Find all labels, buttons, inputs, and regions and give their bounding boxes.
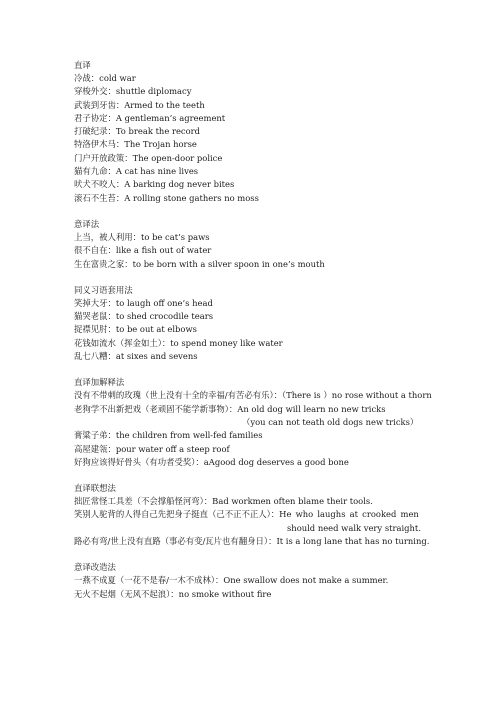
section-title: 直译 (74, 60, 91, 70)
section-title: 意译改造法 (74, 562, 116, 573)
entry-line: 捉襟见肘：to be out at elbows (74, 324, 197, 335)
entry-line: 好狗应该得好骨头（有功者受奖）：aAgood dog deserves a good bone (74, 456, 349, 467)
entry-line: 笑别人驼背的人得自己先把身子挺直（己不正不正人）：He who laughs at crooked men (74, 509, 419, 520)
entry-line: 生在富贵之家：to be born with a silver spoon in one’s mouth (74, 258, 325, 269)
entry-line: 冷战：cold war (74, 73, 136, 83)
entry-line: 一燕不成夏（一花不是春/一木不成林）：One swallow does not make a summer. (74, 575, 389, 586)
entry-line: 很不自在：like a fish out of water (74, 245, 212, 256)
entry-line: 穿梭外交：shuttle diplomacy (74, 86, 192, 97)
section-title: 同义习语套用法 (74, 284, 133, 295)
section-literal-association (74, 481, 434, 548)
entry-line: 高屋建瓴：pour water off a steep roof (74, 443, 230, 454)
section-literal-plus-explanation (74, 375, 434, 469)
section-free-adaptation (74, 560, 434, 601)
entry-continuation: should need walk very straight. (287, 522, 421, 533)
entry-line: 拙匠常怪工具差（不会撑船怪河弯）：Bad workmen often blame their tools. (74, 496, 373, 507)
entry-line: 特洛伊木马：The Trojan horse (74, 139, 197, 150)
section-title: 意译法 (74, 218, 100, 229)
entry-line: 没有不带刺的玫瑰（世上没有十全的幸福/有苦必有乐）：（There is ）no rose without a thorn (74, 390, 432, 401)
section-free-translation (74, 217, 434, 271)
entry-line: 上当，被人利用：to be cat’s paws (74, 231, 210, 242)
entry-line: 乱七八糟：at sixes and sevens (74, 351, 198, 362)
entry-line: 膏粱子弟：the children from well-fed families (74, 430, 263, 441)
entry-line: 无火不起烟（无风不起浪）：no smoke without fire (74, 588, 272, 599)
entry-line: 滚石不生苔：A rolling stone gathers no moss (74, 192, 259, 203)
entry-line: 打破纪录：To break the record (74, 126, 200, 137)
section-synonym-idioms (74, 283, 434, 363)
entry-line: 路必有弯/世上没有直路（事必有变/瓦片也有翻身日）：It is a long lane that has no turning. (74, 536, 430, 547)
section-title: 直译加解释法 (74, 377, 125, 388)
entry-line: 君子协定：A gentleman’s agreement (74, 112, 226, 123)
entry-line: 猫有九命：A cat has nine lives (74, 166, 199, 177)
entry-line: 吠犬不咬人：A barking dog never bites (74, 179, 235, 190)
entry-continuation: （you can not teath old dogs new tricks） (242, 416, 419, 427)
document-page (74, 58, 434, 613)
entry-line: 武装到牙齿：Armed to the teeth (74, 99, 205, 110)
entry-line: 老狗学不出新把戏（老顽固不能学新事物）：An old dog will learn no new tricks (74, 403, 386, 414)
section-title: 直译联想法 (74, 483, 116, 494)
entry-line: 笑掉大牙：to laugh off one’s head (74, 297, 213, 308)
section-literal-translation (74, 58, 434, 205)
entry-line: 花钱如流水（挥金如土）：to spend money like water (74, 337, 283, 348)
entry-line: 门户开放政策：The open-door police (74, 152, 223, 163)
entry-line: 猫哭老鼠：to shed crocodile tears (74, 311, 214, 322)
